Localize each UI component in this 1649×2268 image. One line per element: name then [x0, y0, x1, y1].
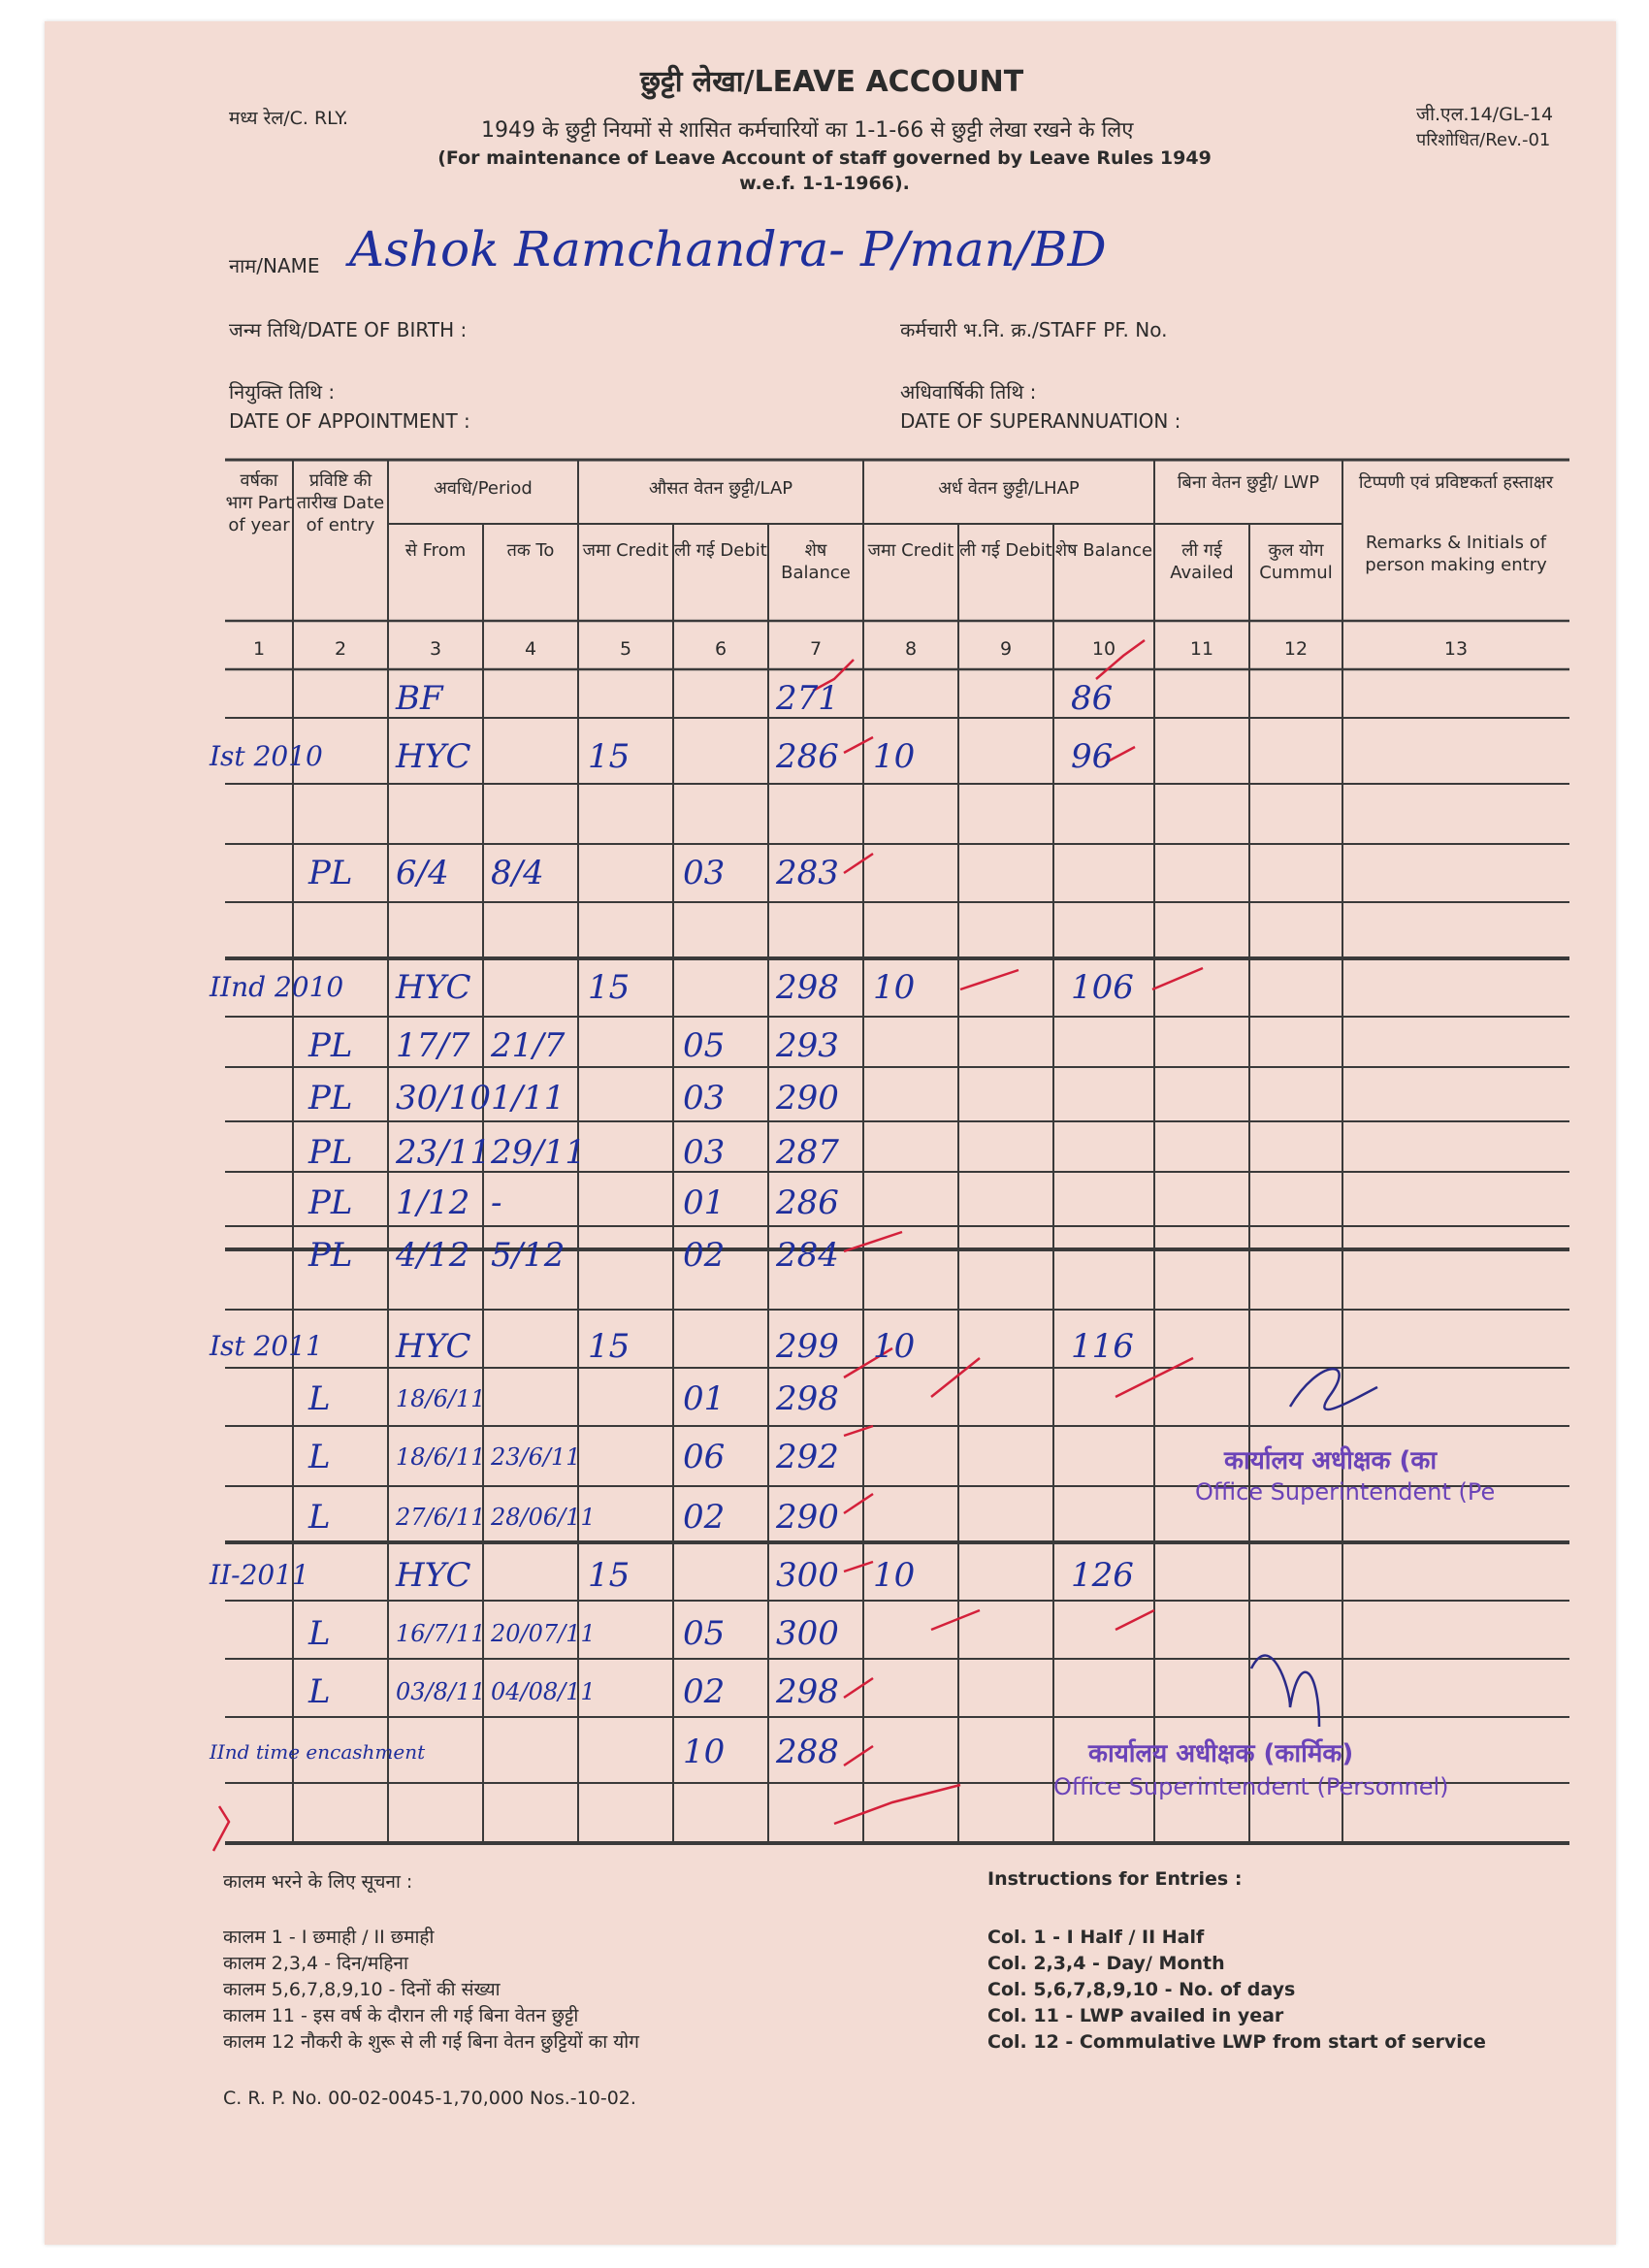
cell-from: 6/4	[396, 854, 449, 892]
cell-lh-balance: 106	[1071, 968, 1134, 1007]
pf-label: कर्मचारी भ.नि. क्र./STAFF PF. No.	[900, 318, 1168, 341]
cell-debit: 02	[683, 1236, 726, 1275]
cell-date: L	[308, 1438, 331, 1476]
col-number: 5	[619, 638, 632, 660]
cell-from: 1/12	[396, 1183, 470, 1222]
cell-part: Ist 2010	[210, 740, 323, 772]
cell-from: 23/11	[396, 1133, 491, 1172]
col-date-of-entry: प्रविष्टि की तारीख Date of entry	[296, 470, 385, 535]
cell-debit: 05	[683, 1614, 726, 1653]
subtitle-hindi: 1949 के छुट्टी नियमों से शासित कर्मचारियों का 1-1-66 से छुट्टी लेखा रखने के लिए	[481, 118, 1134, 143]
instructions-title-hindi: कालम भरने के लिए सूचना :	[223, 1871, 413, 1893]
col-number: 11	[1189, 638, 1214, 660]
cell-debit: 03	[683, 854, 726, 892]
col-number: 10	[1091, 638, 1116, 660]
col-from: से From	[404, 540, 467, 561]
cell-balance: 298	[776, 968, 839, 1007]
cell-from: 30/10	[396, 1079, 491, 1118]
cell-to: 21/7	[491, 1026, 566, 1065]
cell-balance: 290	[776, 1498, 839, 1537]
cell-balance: 286	[776, 737, 839, 776]
railway-label: मध्य रेल/C. RLY.	[229, 108, 349, 129]
cell-balance: 298	[776, 1672, 839, 1711]
col-lap-debit: ली गई Debit	[674, 540, 767, 561]
cell-to: 23/6/11	[491, 1443, 581, 1471]
col-number: 2	[334, 638, 347, 660]
cell-balance: 284	[776, 1236, 839, 1275]
cell-lh-balance: 96	[1071, 737, 1114, 776]
col-lwp-cummul: कुल योग Cummul	[1259, 540, 1333, 583]
instruction-line-hi: कालम 11 - इस वर्ष के दौरान ली गई बिना वेतन छुट्टी	[223, 2005, 579, 2026]
cell-from: HYC	[396, 737, 471, 776]
cell-part: IInd time encashment	[210, 1740, 426, 1764]
cell-date: L	[308, 1379, 331, 1418]
col-part-of-year: वर्षका भाग Part of year	[225, 470, 293, 535]
col-remarks-en: Remarks & Initials of person making entry	[1365, 533, 1547, 575]
col-number: 3	[429, 638, 442, 660]
cell-lh-credit: 10	[873, 1327, 916, 1366]
cell-date: PL	[308, 1026, 353, 1065]
name-label: नाम/NAME	[229, 254, 320, 277]
instruction-line-hi: कालम 5,6,7,8,9,10 - दिनों की संख्या	[223, 1979, 501, 2000]
col-number: 13	[1443, 638, 1469, 660]
cell-from: BF	[396, 679, 443, 718]
cell-part: II-2011	[210, 1559, 309, 1591]
cell-to: 29/11	[491, 1133, 586, 1172]
instruction-line-hi: कालम 12 नौकरी के शुरू से ली गई बिना वेतन छुट्टियों का योग	[223, 2031, 639, 2053]
cell-balance: 300	[776, 1556, 839, 1595]
cell-to: 8/4	[491, 854, 544, 892]
cell-debit: 02	[683, 1672, 726, 1711]
cell-date: L	[308, 1614, 331, 1653]
cell-balance: 299	[776, 1327, 839, 1366]
col-number: 9	[999, 638, 1013, 660]
col-lhap: अर्ध वेतन छुट्टी/LHAP	[938, 478, 1080, 499]
cell-from: 17/7	[396, 1026, 470, 1065]
subtitle-english-2: w.e.f. 1-1-1966).	[739, 173, 910, 194]
cell-balance: 271	[776, 679, 839, 718]
cell-to: 04/08/11	[491, 1678, 596, 1705]
cell-balance: 287	[776, 1133, 839, 1172]
stamp-2-hindi: कार्यालय अधीक्षक (कार्मिक)	[1088, 1739, 1354, 1768]
cell-credit: 15	[588, 1556, 630, 1595]
col-number: 1	[252, 638, 266, 660]
col-number: 6	[714, 638, 728, 660]
revision-label: परिशोधित/Rev.-01	[1416, 130, 1551, 150]
cell-balance: 300	[776, 1614, 839, 1653]
col-lap: औसत वेतन छुट्टी/LAP	[648, 478, 793, 499]
cell-from: 16/7/11	[396, 1620, 486, 1647]
cell-date: PL	[308, 854, 353, 892]
cell-from: 27/6/11	[396, 1504, 486, 1531]
cell-part: Ist 2011	[210, 1330, 323, 1362]
cell-debit: 10	[683, 1733, 726, 1771]
stamp-1-english: Office Superintendent (Pe	[1195, 1478, 1496, 1506]
name-value: Ashok Ramchandra- P/man/BD	[349, 221, 1107, 277]
cell-lh-balance: 86	[1071, 679, 1114, 718]
instruction-line-en: Col. 2,3,4 - Day/ Month	[987, 1953, 1225, 1974]
appointment-label-hi: नियुक्ति तिथि :	[229, 380, 336, 404]
cell-to: 20/07/11	[491, 1620, 596, 1647]
col-lwp-availed: ली गई Availed	[1170, 540, 1234, 583]
col-number: 4	[524, 638, 537, 660]
cell-balance: 286	[776, 1183, 839, 1222]
cell-from: 4/12	[396, 1236, 470, 1275]
instruction-line-en: Col. 5,6,7,8,9,10 - No. of days	[987, 1979, 1296, 2000]
stamp-1-hindi: कार्यालय अधीक्षक (का	[1224, 1446, 1438, 1475]
instruction-line-hi: कालम 2,3,4 - दिन/महिना	[223, 1953, 408, 1974]
cell-date: PL	[308, 1133, 353, 1172]
cell-credit: 15	[588, 1327, 630, 1366]
cell-to: 1/11	[491, 1079, 566, 1118]
cell-lh-credit: 10	[873, 968, 916, 1007]
cell-debit: 05	[683, 1026, 726, 1065]
superannuation-label-hi: अधिवार्षिकी तिथि :	[900, 380, 1037, 404]
cell-debit: 01	[683, 1379, 726, 1418]
footer-print-ref: C. R. P. No. 00-02-0045-1,70,000 Nos.-10-02.	[223, 2088, 636, 2109]
col-lhap-balance: शेष Balance	[1054, 540, 1153, 561]
instruction-line-en: Col. 12 - Commulative LWP from start of service	[987, 2031, 1486, 2053]
form-number: जी.एल.14/GL-14	[1416, 104, 1554, 125]
cell-date: PL	[308, 1079, 353, 1118]
cell-to: 5/12	[491, 1236, 566, 1275]
cell-debit: 06	[683, 1438, 726, 1476]
instructions-english-list	[987, 1925, 1486, 2056]
cell-debit: 03	[683, 1079, 726, 1118]
col-lhap-credit: जमा Credit	[867, 540, 954, 561]
subtitle-english-1: (For maintenance of Leave Account of staff governed by Leave Rules 1949	[437, 147, 1212, 169]
cell-debit: 03	[683, 1133, 726, 1172]
cell-balance: 288	[776, 1733, 839, 1771]
col-to: तक To	[506, 540, 555, 561]
superannuation-label-en: DATE OF SUPERANNUATION :	[900, 409, 1181, 433]
dob-label: जन्म तिथि/DATE OF BIRTH :	[229, 318, 468, 341]
col-period: अवधि/Period	[434, 478, 533, 499]
col-remarks-hi: टिप्पणी एवं प्रविष्टकर्ता हस्ताक्षर	[1358, 472, 1554, 493]
cell-balance: 293	[776, 1026, 839, 1065]
appointment-label-en: DATE OF APPOINTMENT :	[229, 409, 470, 433]
cell-part: IInd 2010	[210, 971, 344, 1003]
cell-from: 18/6/11	[396, 1385, 486, 1412]
col-lap-balance: शेष Balance	[781, 540, 851, 583]
instructions-title-english: Instructions for Entries :	[987, 1868, 1243, 1890]
instruction-line-hi: कालम 1 - I छमाही / II छमाही	[223, 1927, 435, 1948]
col-number: 12	[1283, 638, 1309, 660]
instruction-line-en: Col. 11 - LWP availed in year	[987, 2005, 1284, 2026]
cell-balance: 292	[776, 1438, 839, 1476]
cell-date: L	[308, 1498, 331, 1537]
cell-from: HYC	[396, 968, 471, 1007]
stamp-2-english: Office Superintendent (Personnel)	[1053, 1773, 1449, 1800]
cell-date: PL	[308, 1236, 353, 1275]
cell-from: 03/8/11	[396, 1678, 486, 1705]
cell-from: HYC	[396, 1556, 471, 1595]
cell-lh-balance: 116	[1071, 1327, 1134, 1366]
col-lhap-debit: ली गई Debit	[959, 540, 1052, 561]
col-number: 7	[809, 638, 823, 660]
cell-balance: 298	[776, 1379, 839, 1418]
cell-debit: 01	[683, 1183, 726, 1222]
cell-credit: 15	[588, 737, 630, 776]
cell-balance: 283	[776, 854, 839, 892]
cell-date: L	[308, 1672, 331, 1711]
cell-to: 28/06/11	[491, 1504, 596, 1531]
cell-date: PL	[308, 1183, 353, 1222]
col-lap-credit: जमा Credit	[582, 540, 669, 561]
cell-lh-balance: 126	[1071, 1556, 1134, 1595]
cell-credit: 15	[588, 968, 630, 1007]
cell-from: 18/6/11	[396, 1443, 486, 1471]
col-lwp: बिना वेतन छुट्टी/ LWP	[1177, 472, 1320, 493]
instruction-line-en: Col. 1 - I Half / II Half	[987, 1927, 1205, 1948]
col-number: 8	[904, 638, 918, 660]
cell-lh-credit: 10	[873, 737, 916, 776]
cell-from: HYC	[396, 1327, 471, 1366]
cell-debit: 02	[683, 1498, 726, 1537]
cell-lh-credit: 10	[873, 1556, 916, 1595]
cell-to: -	[491, 1183, 502, 1222]
cell-balance: 290	[776, 1079, 839, 1118]
form-title: छुट्टी लेखा/LEAVE ACCOUNT	[640, 65, 1024, 99]
instructions-hindi-list	[223, 1925, 639, 2056]
